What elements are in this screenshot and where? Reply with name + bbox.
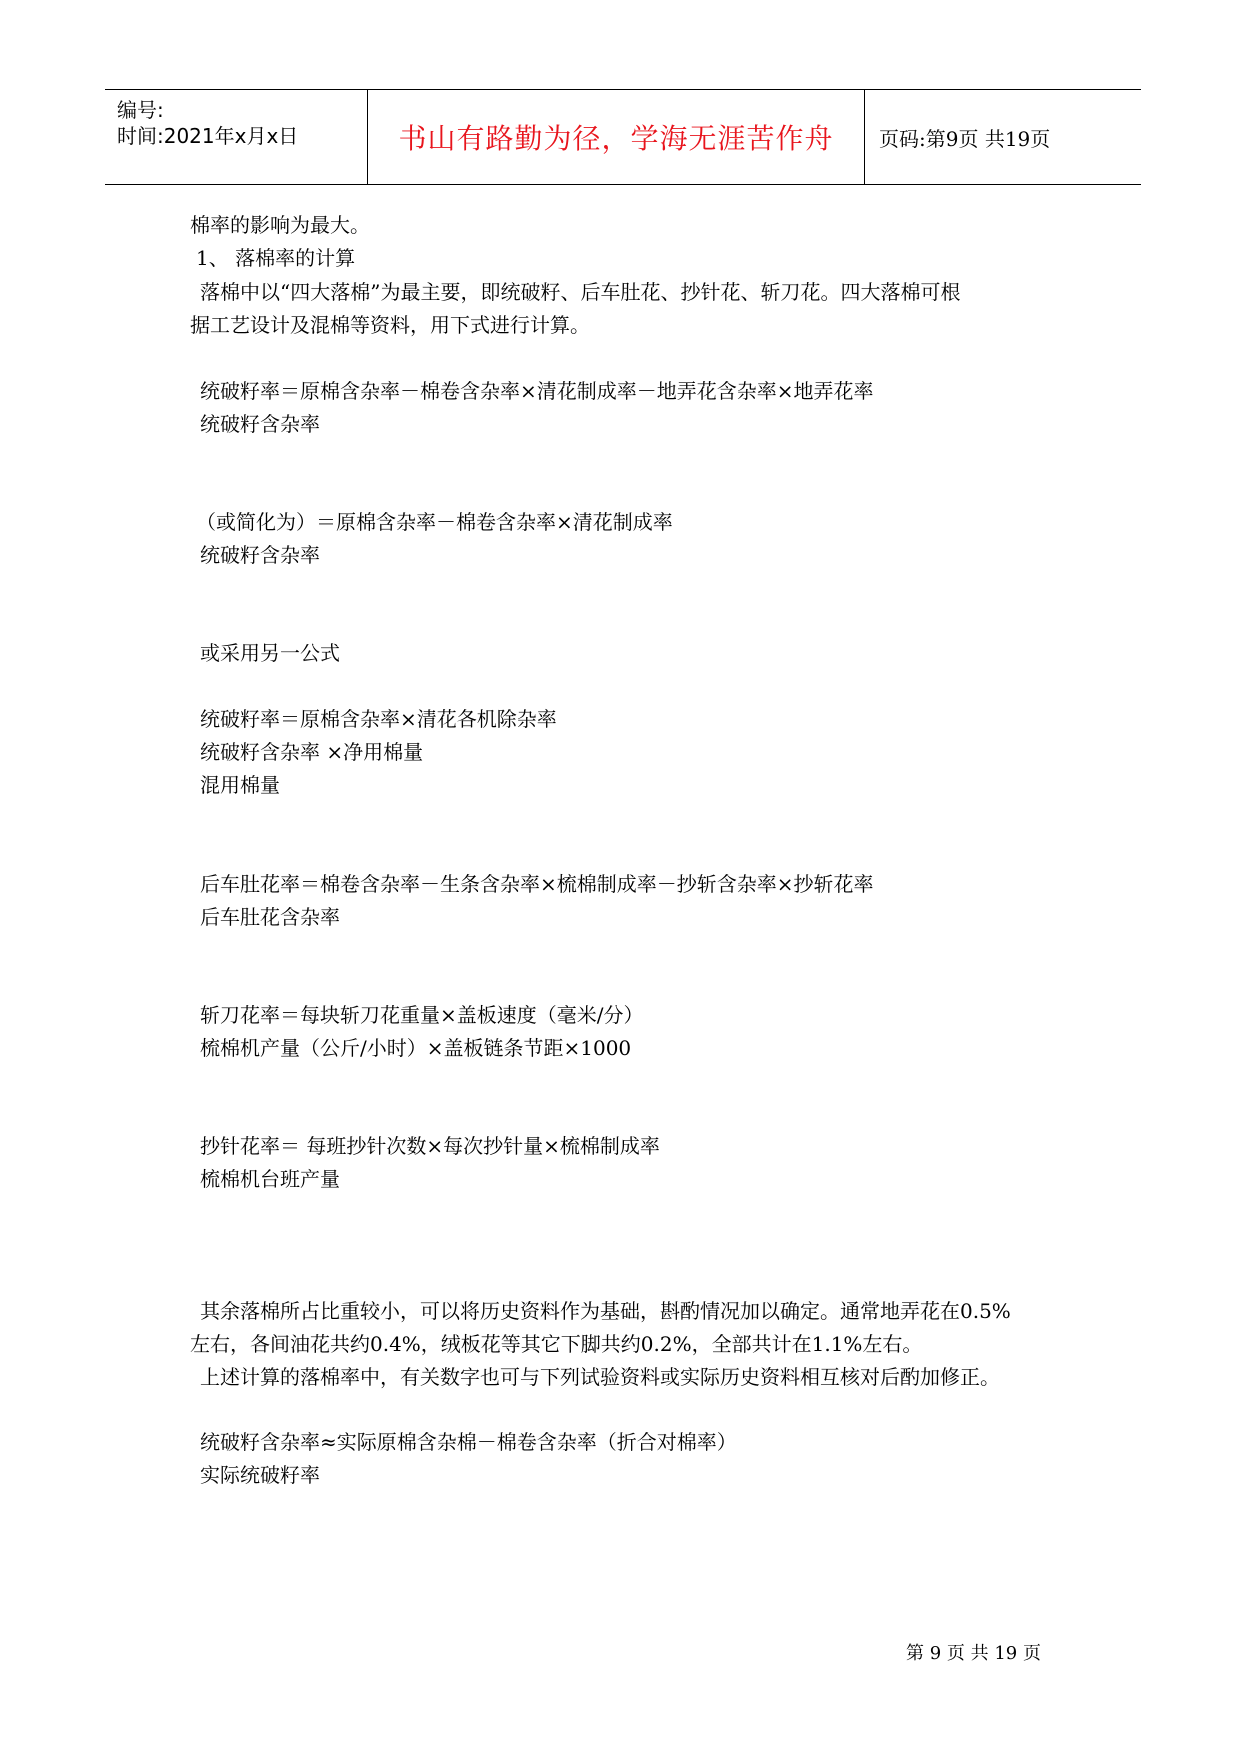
formula-denominator: 统破籽含杂率 [200,412,320,436]
body-line: 或采用另一公式 [200,641,340,665]
formula-denominator: 梳棉机台班产量 [200,1167,340,1191]
formula-line: 斩刀花率＝每块斩刀花重量×盖板速度（毫米/分） [200,1003,644,1027]
formula-line: 后车肚花率＝棉卷含杂率－生条含杂率×梳棉制成率－抄斩含杂率×抄斩花率 [200,872,874,896]
body-line: 据工艺设计及混棉等资料，用下式进行计算。 [190,313,590,337]
time-label: 时间:2021年x月x日 [117,124,299,148]
header-info-cell [105,90,368,184]
serial-label: 编号: [117,98,164,122]
body-line: 左右，各间油花共约0.4%，绒板花等其它下脚共约0.2%，全部共计在1.1%左右。 [190,1332,923,1356]
body-line: 其余落棉所占比重较小，可以将历史资料作为基础，斟酌情况加以确定。通常地弄花在0.5% [200,1299,1011,1323]
page-footer: 第 9 页 共 19 页 [906,1643,1041,1664]
formula-denominator: 混用棉量 [200,773,280,797]
formula-line: 统破籽含杂率 ×净用棉量 [200,740,424,764]
formula-line: 抄针花率＝ 每班抄针次数×每次抄针量×梳棉制成率 [200,1134,660,1158]
formula-line: 统破籽率＝原棉含杂率－棉卷含杂率×清花制成率－地弄花含杂率×地弄花率 [200,379,874,403]
formula-denominator: 统破籽含杂率 [200,543,320,567]
header-motto-cell [368,90,865,184]
header-motto: 书山有路勤为径，学海无涯苦作舟 [398,122,834,155]
formula-denominator: 后车肚花含杂率 [200,905,340,929]
formula-line: 统破籽率＝原棉含杂率×清花各机除杂率 [200,707,557,731]
body-line: 落棉中以“四大落棉”为最主要，即统破籽、后车肚花、抄针花、斩刀花。四大落棉可根 [200,280,961,304]
header-page-info: 页码:第9页 共19页 [879,127,1051,151]
section-heading: 1、 落棉率的计算 [196,246,356,270]
body-line: 棉率的影响为最大。 [190,213,370,237]
formula-denominator: 实际统破籽率 [200,1463,320,1487]
formula-denominator: 梳棉机产量（公斤/小时）×盖板链条节距×1000 [200,1036,632,1060]
body-line: 上述计算的落棉率中，有关数字也可与下列试验资料或实际历史资料相互核对后酌加修正。 [200,1365,1000,1389]
formula-line: 统破籽含杂率≈实际原棉含杂棉－棉卷含杂率（折合对棉率） [200,1430,737,1454]
formula-line: （或简化为）＝原棉含杂率－棉卷含杂率×清花制成率 [196,510,673,534]
header-page-cell [865,90,1141,184]
page-header [105,89,1141,185]
